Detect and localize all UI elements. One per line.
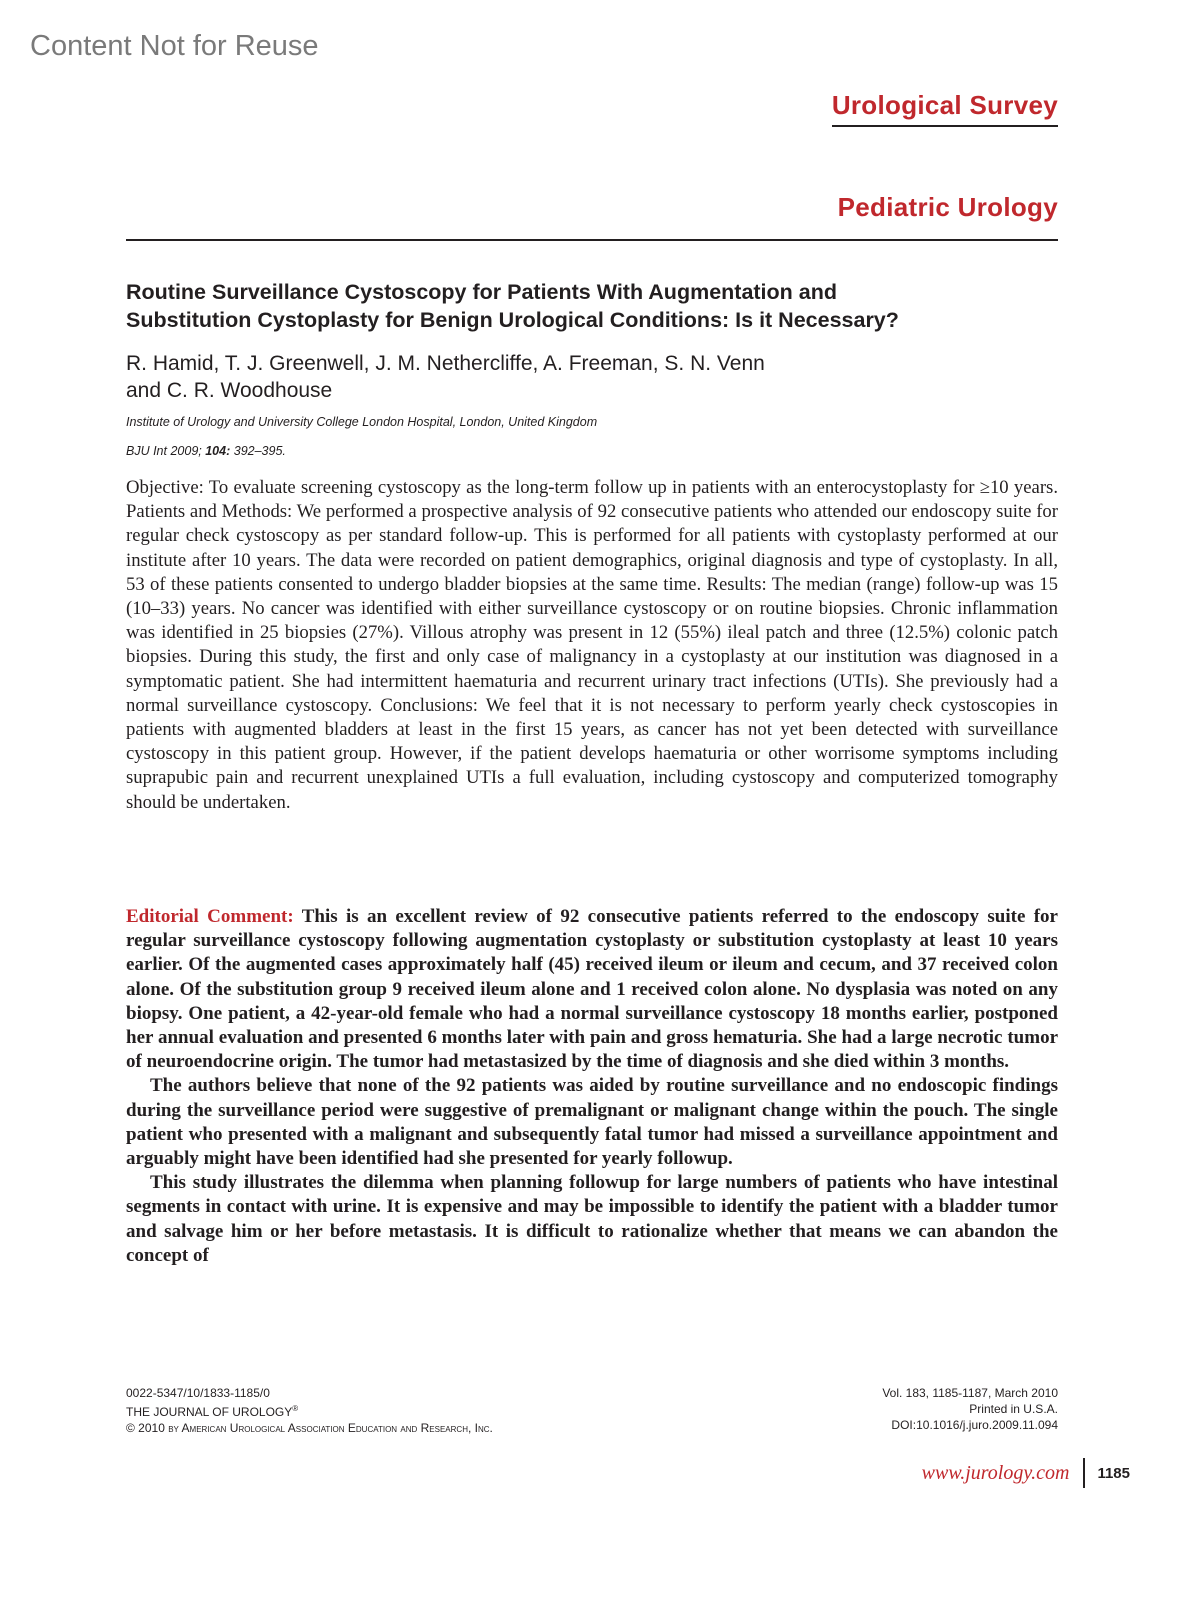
volume-info: Vol. 183, 1185-1187, March 2010 <box>882 1386 1058 1400</box>
editorial-paragraph-1 <box>126 905 1058 1074</box>
article-authors <box>126 350 1058 404</box>
editorial-paragraph-2: The authors believe that none of the 92 patients was aided by routine surveillance and no endoscopic findings during the surveillance period were suggestive of premalignant or malignant change within the pouch. The single patient who presented with a malignant and subsequently fatal tumor had missed a surveillance appointment and arguably might have been identified had she presented for yearly followup. <box>126 1075 1058 1170</box>
title-line-2: Substitution Cystoplasty for Benign Urological Conditions: Is it Necessary? <box>126 308 899 332</box>
citation-journal: BJU Int 2009; <box>126 444 202 458</box>
header-rule <box>126 239 1058 241</box>
page-footer <box>922 1458 1130 1488</box>
footer-left <box>126 1385 493 1436</box>
abstract: Objective: To evaluate screening cystoscopy as the long-term follow up in patients with an enterocystoplasty for ≥10 years. Patients and Methods: We performed a prospective analysis of 92 consecutive patients who attended our endoscopy suite for regular check cystoscopy as per standard follow-up. This is performed for all patients with cystoplasty performed at our institute after 10 years. The data were recorded on patient demographics, original diagnosis and type of cystoplasty. In all, 53 of these patients consented to undergo bladder biopsies at the same time. Results: The median (range) follow-up was 15 (10–33) years. No cancer was identified with either surveillance cystoscopy or on routine biopsies. Chronic inflammation was identified in 25 biopsies (27%). Villous atrophy was present in 12 (55%) ileal patch and three (12.5%) colonic patch biopsies. During this study, the first and only case of malignancy in a cystoplasty at our institution was diagnosed in a symptomatic patient. She had intermittent haematuria and recurrent urinary tract infections (UTIs). She previously had a normal surveillance cystoscopy. Conclusions: We feel that it is not necessary to perform yearly check cystoscopies in patients with augmented bladders at least in the first 15 years, as cancer has not yet been detected with surveillance cystoscopy in this patient group. However, if the patient develops haematuria or other worrisome symptoms including suprapubic pain and recurrent unexplained UTIs a full evaluation, including cystoscopy and computerized tomography should be undertaken. <box>126 477 1058 813</box>
page-number: 1185 <box>1097 1464 1130 1482</box>
watermark: Content Not for Reuse <box>30 30 319 62</box>
affiliation: Institute of Urology and University College London Hospital, London, United Kingdom <box>126 415 598 429</box>
copyright: © 2010 by American Urological Association Education and Research, Inc. <box>126 1421 493 1435</box>
section-heading: Urological Survey <box>832 90 1058 127</box>
editorial-comment <box>126 905 1058 1268</box>
authors-line-1: R. Hamid, T. J. Greenwell, J. M. Nethercliffe, A. Freeman, S. N. Venn <box>126 352 765 375</box>
article-title <box>126 278 1058 334</box>
editorial-paragraph-3: This study illustrates the dilemma when planning followup for large numbers of patients who have intestinal segments in contact with urine. It is expensive and may be impossible to identify the patient with a bladder tumor and salvage him or her before metastasis. It is difficult to rationalize whether that means we can abandon the concept of <box>126 1172 1058 1266</box>
website-link[interactable]: www.jurology.com <box>922 1458 1086 1488</box>
editorial-text-1: This is an excellent review of 92 consecutive patients referred to the endoscopy suite for regular surveillance cystoscopy following augmentation cystoplasty or substitution cystoplasty at least 10 years earlier. Of the augmented cases approximately half (45) received ileum or ileum and cecum, and 37 received colon alone. Of the substitution group 9 received ileum alone and 1 received colon alone. No dysplasia was noted on any biopsy. One patient, a 42-year-old female who had a normal surveillance cystoscopy 18 months earlier, postponed her annual evaluation and presented 6 months later with pain and gross hematuria. She had a large necrotic tumor of neuroendocrine origin. The tumor had metastasized by the time of diagnosis and she died within 3 months. <box>126 906 1058 1073</box>
doi: DOI:10.1016/j.juro.2009.11.094 <box>891 1418 1058 1432</box>
footer-right <box>882 1385 1058 1433</box>
subsection-heading: Pediatric Urology <box>837 192 1058 222</box>
issn: 0022-5347/10/1833-1185/0 <box>126 1386 270 1400</box>
printed-in: Printed in U.S.A. <box>969 1402 1058 1416</box>
authors-line-2: and C. R. Woodhouse <box>126 379 333 402</box>
editorial-label: Editorial Comment: <box>126 906 294 927</box>
citation-pages: 392–395. <box>233 444 286 458</box>
registered-mark: ® <box>292 1404 299 1413</box>
citation-volume: 104: <box>205 444 231 458</box>
journal-name: THE JOURNAL OF UROLOGY® <box>126 1404 299 1419</box>
title-line-1: Routine Surveillance Cystoscopy for Patients With Augmentation and <box>126 280 837 304</box>
citation <box>126 444 286 458</box>
